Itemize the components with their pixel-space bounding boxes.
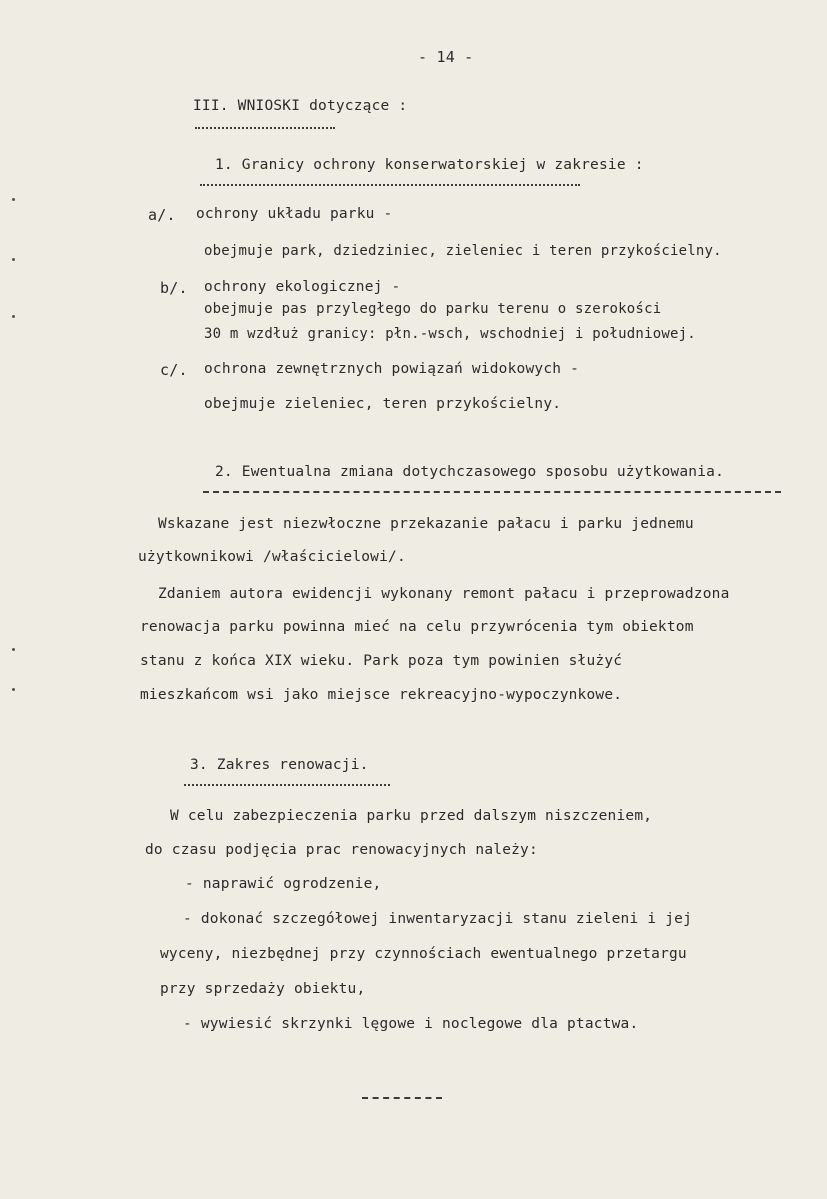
item-label: b/. [160, 279, 188, 297]
paragraph-line: renowacja parku powinna mieć na celu przywrócenia tym obiektom [140, 619, 694, 635]
sub1-heading-underline [200, 184, 580, 186]
item-label: a/. [148, 206, 176, 224]
item-text: 30 m wzdłuż granicy: płn.-wsch, wschodniej i południowej. [204, 326, 696, 342]
sub2-heading-underline [203, 491, 781, 493]
paragraph-line: stanu z końca XIX wieku. Park poza tym powinien służyć [140, 653, 623, 669]
item-text: obejmuje park, dziedziniec, zieleniec i teren przykościelny. [204, 243, 722, 259]
binding-hole-mark [12, 688, 15, 691]
item-title: ochrony ekologicznej - [204, 279, 401, 295]
binding-hole-mark [12, 198, 15, 201]
item-title: ochrona zewnętrznych powiązań widokowych - [204, 361, 580, 377]
paragraph-line: użytkownikowi /właścicielowi/. [138, 549, 406, 565]
sub1-heading: 1. Granicy ochrony konserwatorskiej w zakresie : [215, 157, 644, 173]
item-title: ochrony układu parku - [196, 206, 393, 222]
binding-hole-mark [12, 648, 15, 651]
list-item: - wywiesić skrzynki lęgowe i noclegowe dla ptactwa. [183, 1016, 639, 1032]
item-label: c/. [160, 361, 188, 379]
sub2-heading: 2. Ewentualna zmiana dotychczasowego sposobu użytkowania. [215, 464, 724, 480]
closing-rule [362, 1097, 442, 1099]
paragraph-line: Zdaniem autora ewidencji wykonany remont pałacu i przeprowadzona [158, 586, 730, 602]
list-item-continuation: przy sprzedaży obiektu, [160, 981, 366, 997]
paragraph-line: Wskazane jest niezwłoczne przekazanie pałacu i parku jednemu [158, 516, 694, 532]
list-item-continuation: wyceny, niezbędnej przy czynnościach ewentualnego przetargu [160, 946, 687, 962]
binding-hole-mark [12, 258, 15, 261]
paragraph-line: mieszkańcom wsi jako miejsce rekreacyjno-wypoczynkowe. [140, 687, 623, 703]
paragraph-line: W celu zabezpieczenia parku przed dalszym niszczeniem, [170, 808, 653, 824]
list-item: - dokonać szczegółowej inwentaryzacji stanu zieleni i jej [183, 911, 692, 927]
item-text: obejmuje zieleniec, teren przykościelny. [204, 396, 562, 412]
binding-hole-mark [12, 315, 15, 318]
section-title-underline [195, 127, 335, 129]
section-title: III. WNIOSKI dotyczące : [193, 98, 408, 114]
list-item: - naprawić ogrodzenie, [185, 876, 382, 892]
item-text: obejmuje pas przyległego do parku terenu o szerokości [204, 301, 662, 317]
page-number: - 14 - [418, 48, 474, 66]
paragraph-line: do czasu podjęcia prac renowacyjnych należy: [145, 842, 538, 858]
sub3-heading-underline [184, 784, 390, 786]
sub3-heading: 3. Zakres renowacji. [190, 757, 369, 773]
